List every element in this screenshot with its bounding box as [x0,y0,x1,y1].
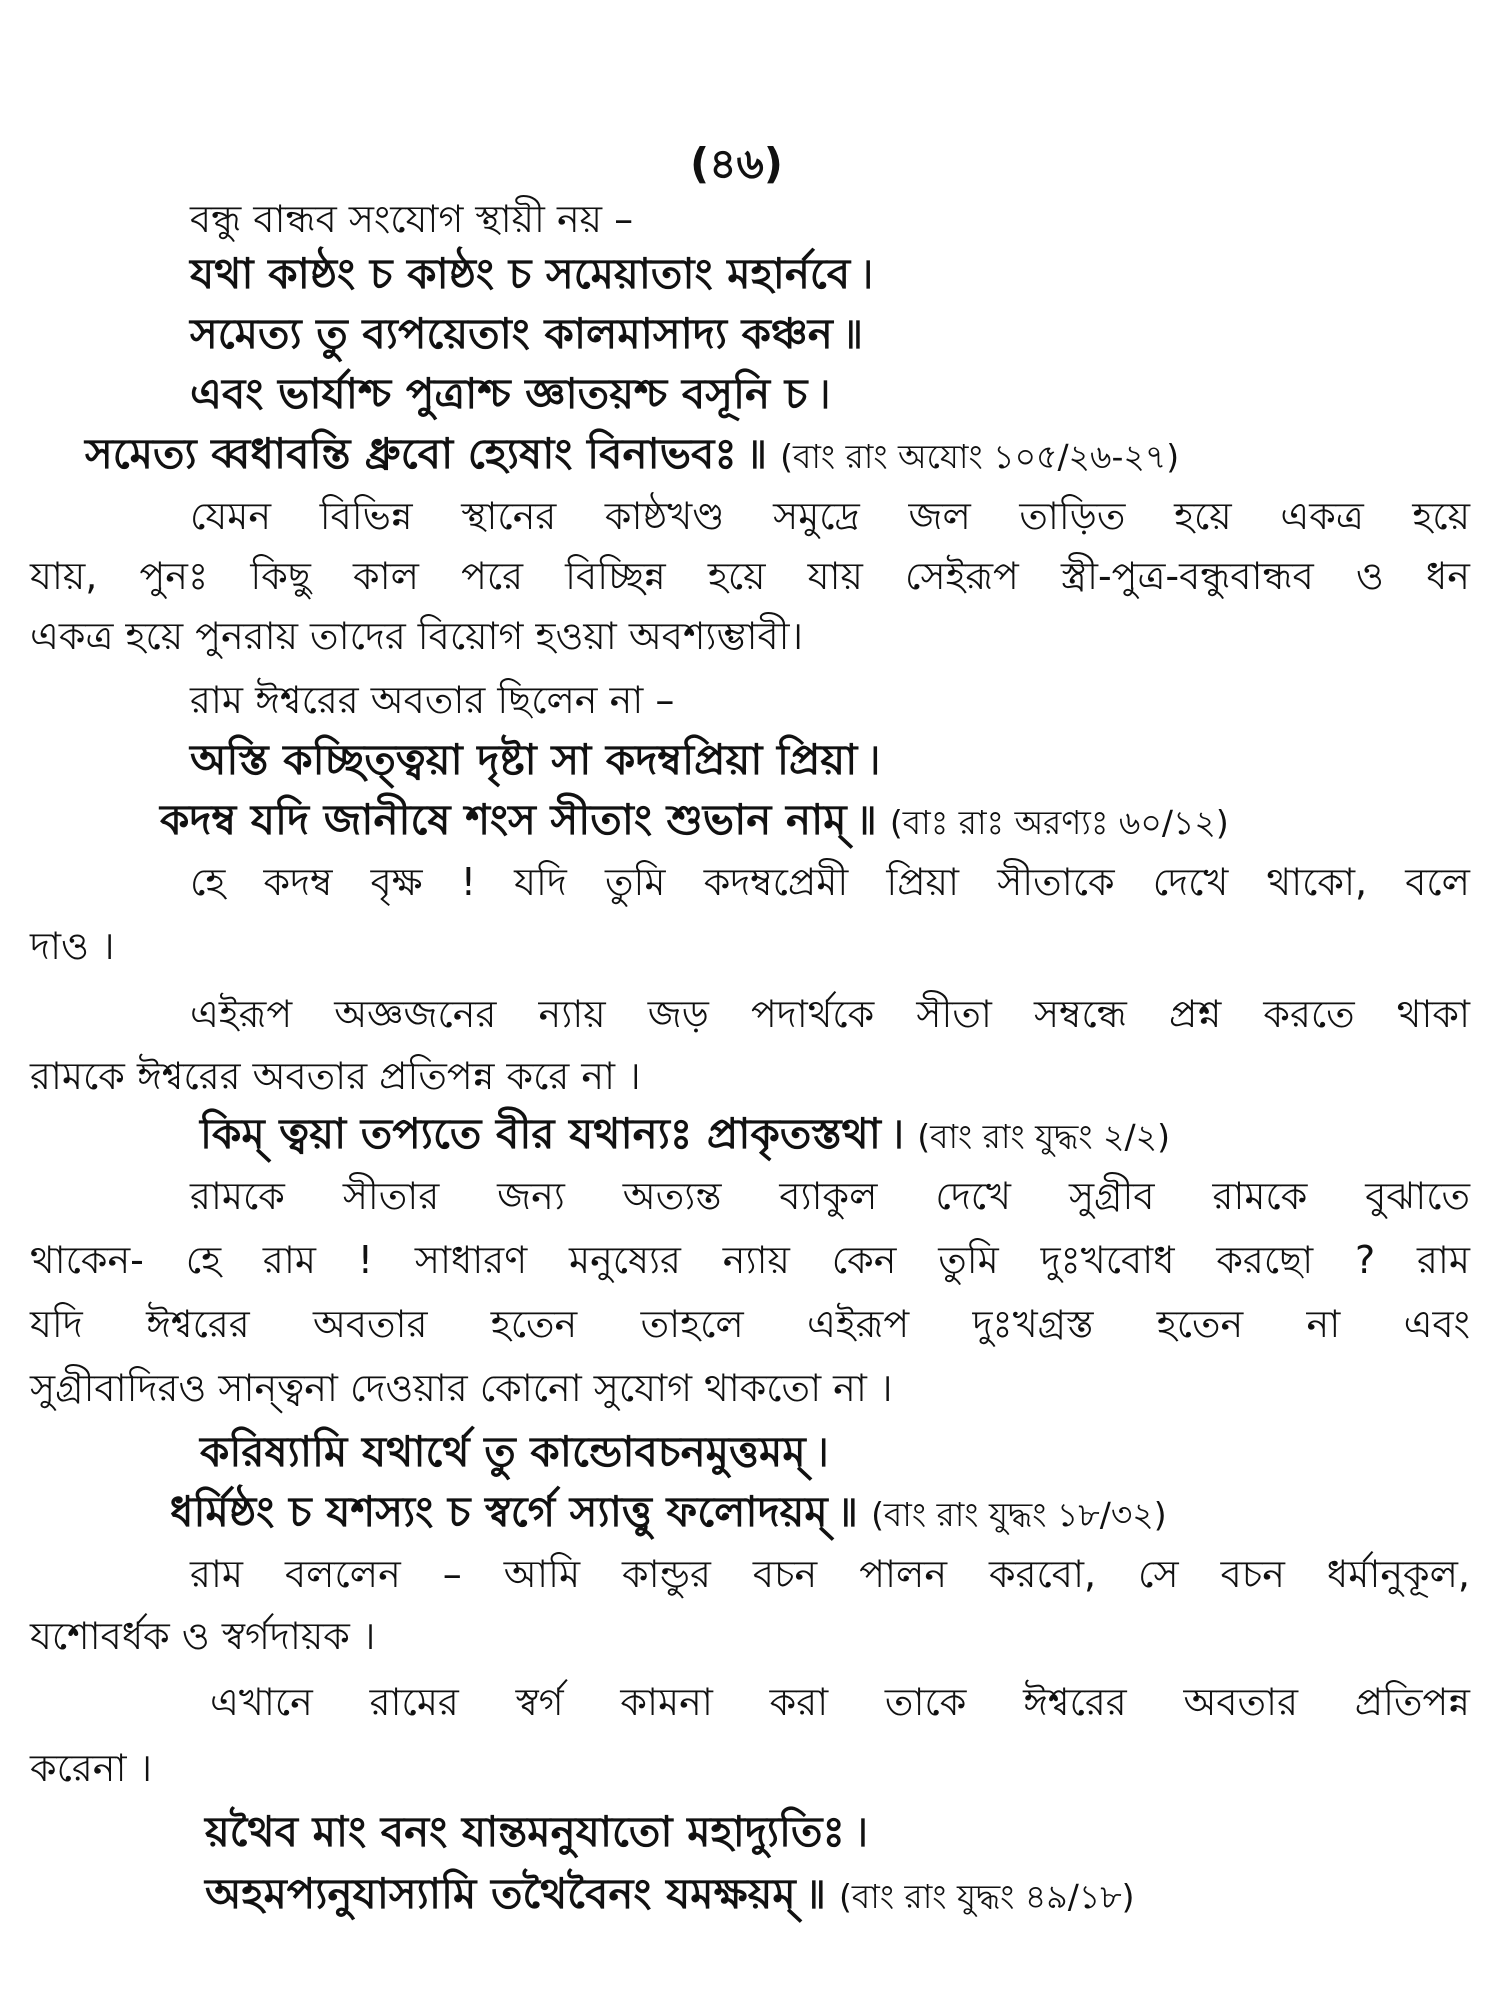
prose-line: বন্ধু বান্ধব সংযোগ স্থায়ী নয় – [190,197,634,241]
verse-line [205,1870,1135,1921]
prose-line: দাও । [30,924,115,968]
verse-line [170,1488,1167,1539]
verse-line [85,430,1179,481]
prose-line: এইরূপ অজ্ঞজনের ন্যায় জড় পদার্থকে সীতা সম্বন্ধে প্রশ্ন করতে থাকা [190,992,1470,1036]
verse-reference: (বাং রাং অযোং ১০৫/২৬-২৭) [780,437,1180,476]
prose-line: রামকে সীতার জন্য অত্যন্ত ব্যাকুল দেখে সুগ্রীব রামকে বুঝাতে [190,1174,1470,1218]
verse-reference: (বাং রাং যুদ্ধং ২/২) [917,1117,1170,1156]
prose-line: যশোবর্ধক ও স্বর্গদায়ক । [30,1614,376,1658]
verse-line: অস্তি কচ্ছিত্ত্বয়া দৃষ্টা সা কদম্বপ্রিয়া প্রিয়া ৷ [190,735,879,784]
page-number: (৪৬) [690,139,783,188]
verse-line: করিষ্যামি যথার্থে তু কান্ডোবচনমুত্তমম্ ৷ [200,1427,828,1476]
verse-line [160,796,1229,847]
verse-reference: (বাঃ রাঃ অরণ্যঃ ৬০/১২) [889,803,1229,842]
verse-text: সমেত্য ব্বধাবন্তি ধ্রুবো হ্যেষাং বিনাভবঃ ৷৷ [85,429,766,478]
prose-line: যদি ঈশ্বরের অবতার হতেন তাহলে এইরূপ দুঃখগ্রস্ত হতেন না এবং [30,1302,1470,1346]
prose-line: যেমন বিভিন্ন স্থানের কাষ্ঠখণ্ড সমুদ্রে জল তাড়িত হয়ে একত্র হয়ে [190,494,1470,538]
prose-line: হে কদম্ব বৃক্ষ ! যদি তুমি কদম্বপ্রেমী প্রিয়া সীতাকে দেখে থাকো, বলে [190,860,1470,904]
verse-reference: (বাং রাং যুদ্ধং ১৮/৩২) [871,1495,1167,1534]
prose-line: যায়, পুনঃ কিছু কাল পরে বিচ্ছিন্ন হয়ে যায় সেইরূপ স্ত্রী-পুত্র-বন্ধুবান্ধব ও ধন [30,554,1470,598]
prose-line: রামকে ঈশ্বরের অবতার প্রতিপন্ন করে না । [30,1054,641,1098]
verse-line [200,1110,1170,1161]
prose-line: থাকেন- হে রাম ! সাধারণ মনুষ্যের ন্যায় কেন তুমি দুঃখবোধ করছো ? রাম [30,1238,1470,1282]
prose-line: করেনা । [30,1746,153,1790]
verse-text: কিম্ ত্বয়া তপ্যতে বীর যথান্যঃ প্রাকৃতস্তথা ৷ [200,1109,903,1158]
verse-line: এবং ভার্যাশ্চ পুত্রাশ্চ জ্ঞাতয়শ্চ বসূনি চ ৷ [190,369,830,418]
prose-line: একত্র হয়ে পুনরায় তাদের বিয়োগ হওয়া অবশ্যম্ভাবী। [30,614,804,658]
prose-line: রাম ঈশ্বরের অবতার ছিলেন না – [190,678,675,722]
verse-line: য়থৈব মাং বনং যান্তমনুযাতো মহাদ্যুতিঃ ৷ [205,1807,867,1856]
prose-line: সুগ্রীবাদিরও সান্ত্বনা দেওয়ার কোনো সুযোগ থাকতো না । [30,1366,893,1410]
verse-reference: (বাং রাং যুদ্ধং ৪৯/১৮) [839,1877,1135,1916]
prose-line: রাম বললেন – আমি কান্ডুর বচন পালন করবো, সে বচন ধর্মানুকূল, [190,1552,1470,1596]
prose-line: এখানে রামের স্বর্গ কামনা করা তাকে ঈশ্বরের অবতার প্রতিপন্ন [210,1680,1470,1724]
verse-line: সমেত্য তু ব্যপয়েতাং কালমাসাদ্য কঞ্চন ৷৷ [190,309,862,358]
verse-text: ধর্মিষ্ঠং চ যশস্যং চ স্বর্গে স্যাত্তু ফলোদয়ম্ ৷৷ [170,1487,857,1536]
verse-text: কদম্ব যদি জানীষে শংস সীতাং শুভান নাম্ ৷৷ [160,795,876,844]
verse-line: যথা কাষ্ঠং চ কাষ্ঠং চ সমেয়াতাং মহার্নবে ৷ [190,249,872,298]
verse-text: অহমপ্যনুযাস্যামি তথৈবৈনং যমক্ষয়ম্ ৷৷ [205,1869,825,1918]
